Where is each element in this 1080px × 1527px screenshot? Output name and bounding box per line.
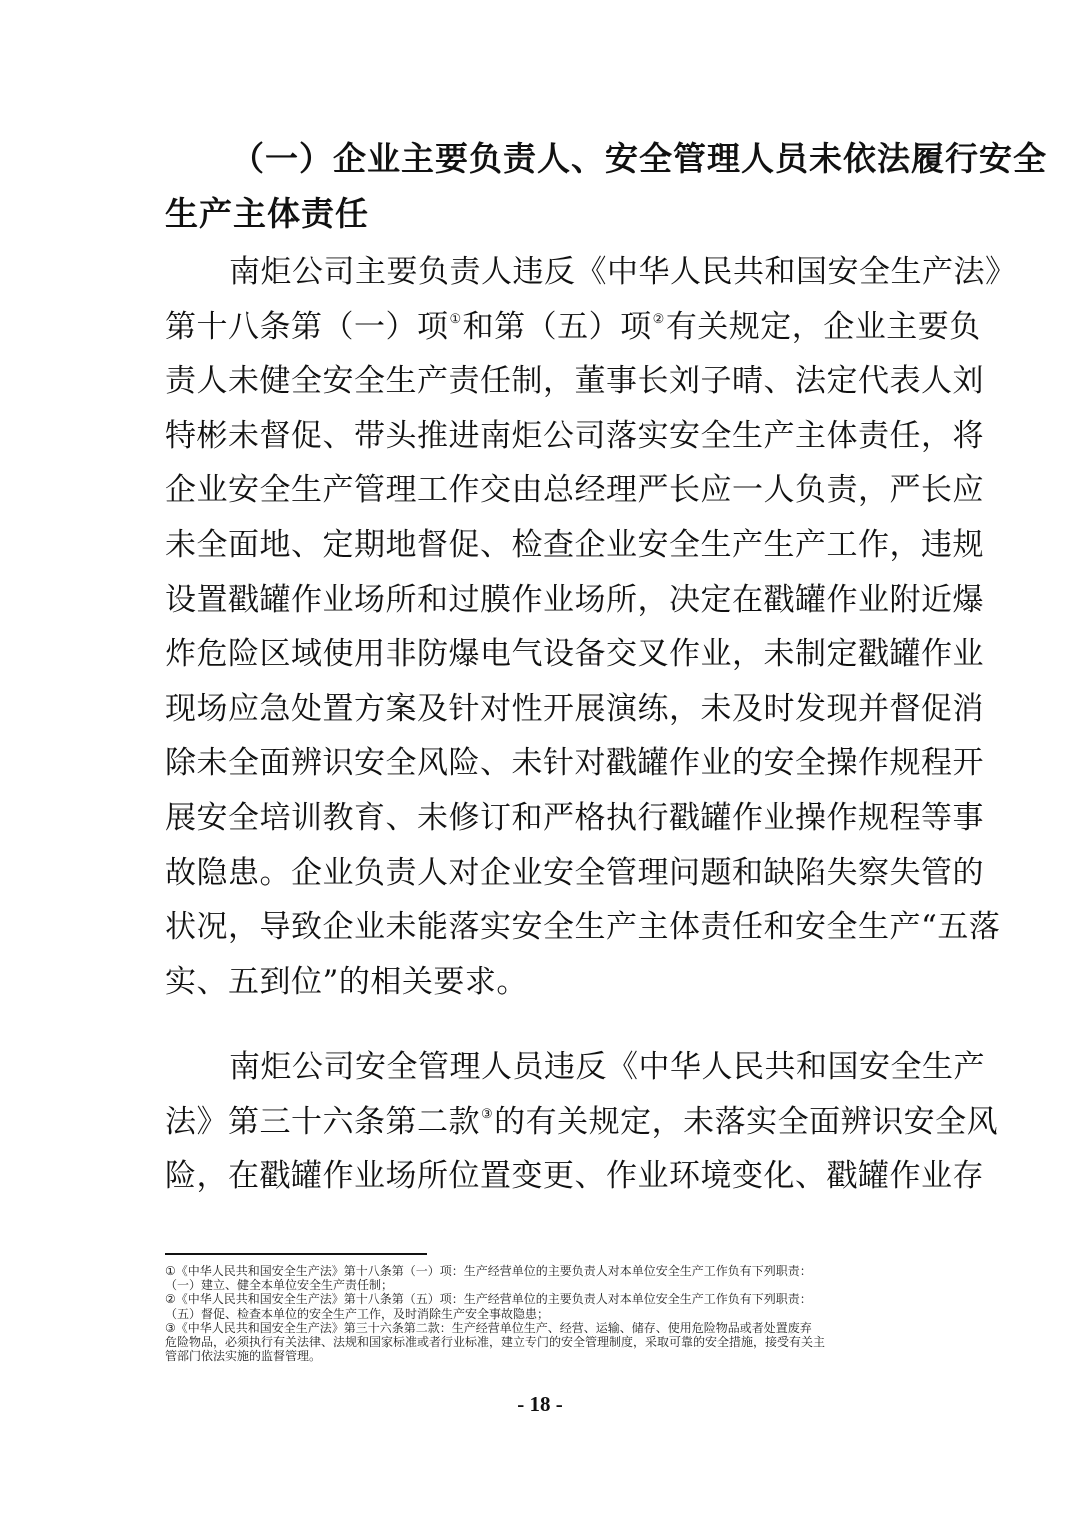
para1-line-6: 未全面地、定期地督促、检查企业安全生产生产工作，违规: [165, 526, 984, 563]
footnote-line: （五）督促、检查本单位的安全生产工作，及时消除生产安全事故隐患；: [165, 1306, 550, 1321]
para2-line-3: 险，在戳罐作业场所位置变更、作业环境变化、戳罐作业存: [165, 1158, 984, 1195]
para1-line-3: 责人未健全安全生产责任制，董事长刘子晴、法定代表人刘: [165, 363, 984, 400]
para1-line-5: 企业安全生产管理工作交由总经理严长应一人负责，严长应: [165, 472, 984, 509]
footnote-ref-3[interactable]: ③: [481, 1106, 494, 1122]
para1-line-2a: 第十八条第（一）项: [165, 308, 449, 345]
para1-line-4: 特彬未督促、带头推进南炬公司落实安全生产主体责任，将: [165, 417, 984, 454]
para2-line-2b: 的有关规定，未落实全面辨识安全风: [494, 1103, 999, 1140]
para1-line-14: 实、五到位”的相关要求。: [165, 963, 528, 1000]
para1-line-7: 设置戳罐作业场所和过膜作业场所，决定在戳罐作业附近爆: [165, 581, 984, 618]
footnote-line: ②《中华人民共和国安全生产法》第十八条第（五）项：生产经营单位的主要负责人对本单位安全生产工作负有下列职责：: [165, 1292, 812, 1307]
paragraph-safety-managers: [165, 1040, 999, 1204]
footnote-line: 危险物品，必须执行有关法律、法规和国家标准或者行业标准，建立专门的安全管理制度，采取可靠的安全措施，接受有关主: [165, 1335, 826, 1350]
footnote-line: （一）建立、健全本单位安全生产责任制；: [165, 1278, 394, 1293]
footnote-line: 管部门依法实施的监督管理。: [165, 1349, 322, 1364]
para1-line-2b: 和第（五）项: [462, 308, 652, 345]
para2-line-2a: 法》第三十六条第二款: [165, 1103, 480, 1140]
para1-line-1: 南炬公司主要负责人违反《中华人民共和国安全生产法》: [229, 254, 1017, 290]
para1-line-12: 故隐患。企业负责人对企业安全管理问题和缺陷失察失管的: [165, 854, 984, 891]
paragraph-principal-responsibility: [165, 245, 1017, 1009]
para1-line-13: 状况，导致企业未能落实安全生产主体责任和安全生产“五落: [165, 909, 1001, 946]
para1-line-10: 除未全面辨识安全风险、未针对戳罐作业的安全操作规程开: [165, 745, 984, 782]
footnote-line: ③《中华人民共和国安全生产法》第三十六条第二款：生产经营单位生产、经营、运输、储存、使用危险物品或者处置废弃: [165, 1320, 812, 1335]
heading-line-1: （一）企业主要负责人、安全管理人员未依法履行安全: [231, 139, 1047, 178]
para2-line-1: 南炬公司安全管理人员违反《中华人民共和国安全生产: [229, 1049, 985, 1085]
page-number: - 18 -: [517, 1392, 563, 1416]
footnote-divider: [165, 1253, 427, 1255]
footnote-ref-2[interactable]: ②: [652, 311, 665, 327]
para1-line-9: 现场应急处置方案及针对性开展演练，未及时发现并督促消: [165, 690, 984, 727]
footnote-ref-1[interactable]: ①: [449, 311, 462, 327]
footnotes: [165, 1264, 925, 1363]
para1-line-2c: 有关规定，企业主要负: [665, 308, 981, 345]
footnote-line: ①《中华人民共和国安全生产法》第十八条第（一）项：生产经营单位的主要负责人对本单位安全生产工作负有下列职责：: [165, 1264, 812, 1278]
heading-line-2: 生产主体责任: [165, 193, 369, 233]
section-heading: [165, 130, 1047, 239]
para1-line-11: 展安全培训教育、未修订和严格执行戳罐作业操作规程等事: [165, 799, 984, 836]
para1-line-8: 炸危险区域使用非防爆电气设备交叉作业，未制定戳罐作业: [165, 636, 984, 673]
